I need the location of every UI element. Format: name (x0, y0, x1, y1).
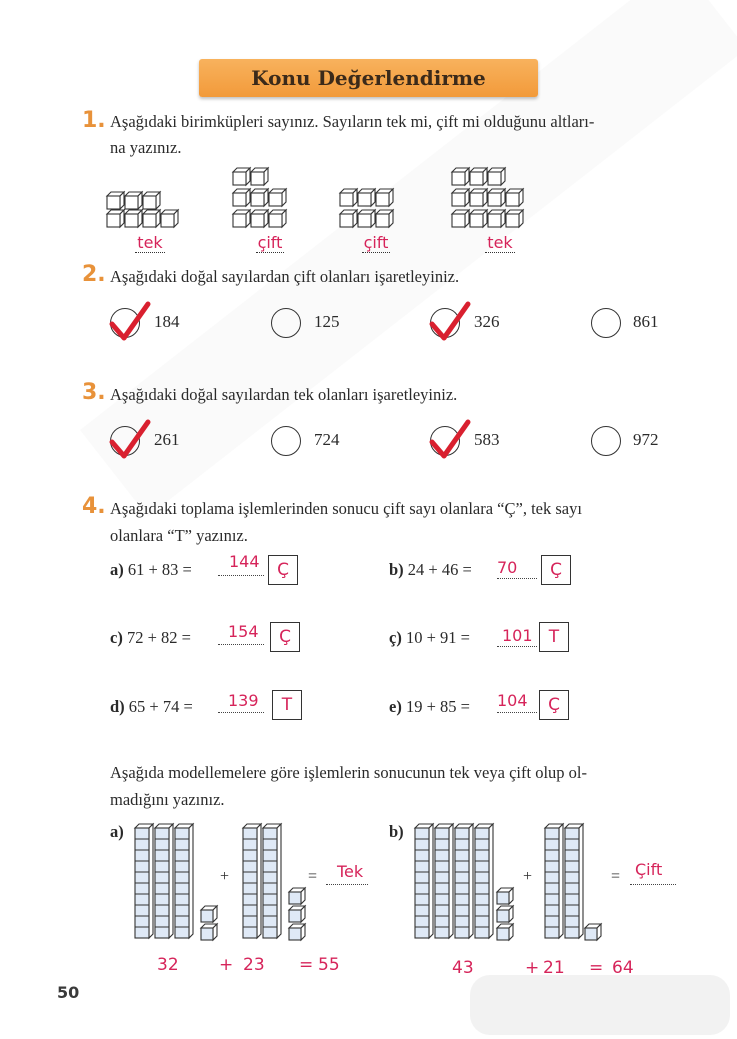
q3-number: 3. (82, 380, 106, 405)
q5-b-plus-sign: + (523, 868, 533, 885)
q3-option-1-check-icon (108, 418, 152, 460)
q5-a-sum: 55 (318, 955, 340, 975)
q5-a-model-32 (135, 824, 217, 940)
q2-option-2-circle[interactable] (271, 308, 301, 338)
q1-unit-cubes-figure (95, 160, 555, 235)
q4-item-a-result: 144 (229, 552, 260, 571)
q4-item-a-letter-box[interactable]: Ç (268, 555, 298, 585)
q2-option-4-value: 861 (633, 312, 659, 331)
q2-option-1-check-icon (108, 300, 152, 342)
page-title: Konu Değerlendirme (199, 59, 538, 97)
q4-item-b-result: 70 (497, 558, 518, 577)
q1-answer-1[interactable]: tek (137, 233, 163, 252)
q5-a-op: + (219, 955, 234, 975)
q2-option-3-value: 326 (474, 312, 500, 331)
q4-item-a-label: a) (110, 560, 124, 579)
q5-a-number-1: 32 (157, 955, 179, 975)
q5-b-label: b) (389, 822, 404, 841)
q3-option-3-check-icon (428, 418, 472, 460)
q4-item-e-label: e) (389, 697, 402, 716)
q4-item-cc-label: ç) (389, 628, 402, 647)
q4-item-e-expression (389, 697, 470, 717)
q5-b-sum: 64 (612, 958, 634, 978)
q5-b-equals-sign: = (611, 868, 621, 885)
q5-b-answer: Çift (635, 860, 663, 879)
q3-option-1-value: 261 (154, 430, 180, 449)
q5-a-equals-sign: = (308, 868, 318, 885)
q2-option-1-value: 184 (154, 312, 180, 331)
q2-text: Aşağıdaki doğal sayılardan çift olanları işaretleyiniz. (110, 267, 460, 286)
background-shadow-blob (470, 975, 730, 1035)
q1-text-line1: Aşağıdaki birimküpleri sayınız. Sayıların tek mi, çift mi olduğunu altları- (110, 112, 595, 131)
q4-item-c-label: c) (110, 628, 123, 647)
q3-option-4-value: 972 (633, 430, 659, 449)
q4-item-cc-letter-box[interactable]: T (539, 622, 569, 652)
q5-a-label: a) (110, 822, 124, 841)
q4-item-b-expression (389, 560, 472, 580)
q1-number: 1. (82, 108, 106, 133)
q3-option-2-value: 724 (314, 430, 340, 449)
q4-item-d-expression (110, 697, 193, 717)
q4-item-c-letter-box[interactable]: Ç (270, 622, 300, 652)
q5-a-model-23 (243, 824, 305, 940)
q1-answer-3[interactable]: çift (363, 233, 389, 252)
q2-option-2-value: 125 (314, 312, 340, 331)
q4-item-d-letter-box[interactable]: T (272, 690, 302, 720)
q5-a-answer: Tek (337, 862, 364, 881)
q3-text: Aşağıdaki doğal sayılardan tek olanları işaretleyiniz. (110, 385, 458, 404)
q4-item-e-letter-box[interactable]: Ç (539, 690, 569, 720)
q5-text-line1: Aşağıda modellemelere göre işlemlerin sonucunun tek veya çift olup ol- (110, 763, 587, 782)
q2-option-4-circle[interactable] (591, 308, 621, 338)
q4-item-a-expression (110, 560, 192, 580)
q5-b-eq: = (589, 958, 604, 978)
q4-item-c-expression (110, 628, 191, 648)
q4-item-e-result: 104 (497, 691, 528, 710)
page-number: 50 (57, 983, 80, 1002)
q5-b-model-21 (545, 824, 601, 940)
q1-group-4-cubes (452, 168, 523, 227)
q4-text-line1: Aşağıdaki toplama işlemlerinden sonucu çift sayı olanlara “Ç”, tek sayı (110, 499, 582, 518)
q5-a-eq: = (299, 955, 314, 975)
q1-answer-4[interactable]: tek (487, 233, 513, 252)
q5-a-number-2: 23 (243, 955, 265, 975)
q4-item-d-expr: 65 + 74 = (128, 697, 193, 716)
q4-item-b-label: b) (389, 560, 404, 579)
q4-item-e-expr: 19 + 85 = (405, 697, 470, 716)
q5-a-plus-sign: + (220, 868, 230, 885)
q5-base-ten-blocks-figure (125, 822, 685, 947)
q1-text-line2: na yazınız. (110, 138, 182, 157)
q3-option-4-circle[interactable] (591, 426, 621, 456)
q4-number: 4. (82, 494, 106, 519)
q4-text-line2: olanlara “T” yazınız. (110, 526, 248, 545)
q5-text-line2: madığını yazınız. (110, 790, 225, 809)
q5-b-op: + (525, 958, 540, 978)
q3-option-3-value: 583 (474, 430, 500, 449)
q4-item-cc-expression (389, 628, 470, 648)
q5-b-model-43 (415, 824, 513, 940)
q5-b-number-1: 43 (452, 958, 474, 978)
q1-group-2-cubes (233, 168, 286, 227)
q4-item-d-result: 139 (228, 691, 259, 710)
q4-item-b-letter-box[interactable]: Ç (541, 555, 571, 585)
q2-number: 2. (82, 262, 106, 287)
q4-item-a-expr: 61 + 83 = (127, 560, 192, 579)
q5-b-number-2: 21 (543, 958, 565, 978)
q4-item-c-expr: 72 + 82 = (126, 628, 191, 647)
q2-option-3-check-icon (428, 300, 472, 342)
q4-item-c-result: 154 (228, 622, 259, 641)
q3-option-2-circle[interactable] (271, 426, 301, 456)
q4-item-cc-result: 101 (502, 626, 533, 645)
q4-item-b-expr: 24 + 46 = (407, 560, 472, 579)
q1-group-3-cubes (340, 189, 393, 227)
q1-group-1-cubes (107, 192, 178, 227)
q4-item-d-label: d) (110, 697, 125, 716)
q1-answer-2[interactable]: çift (257, 233, 283, 252)
q4-item-cc-expr: 10 + 91 = (405, 628, 470, 647)
